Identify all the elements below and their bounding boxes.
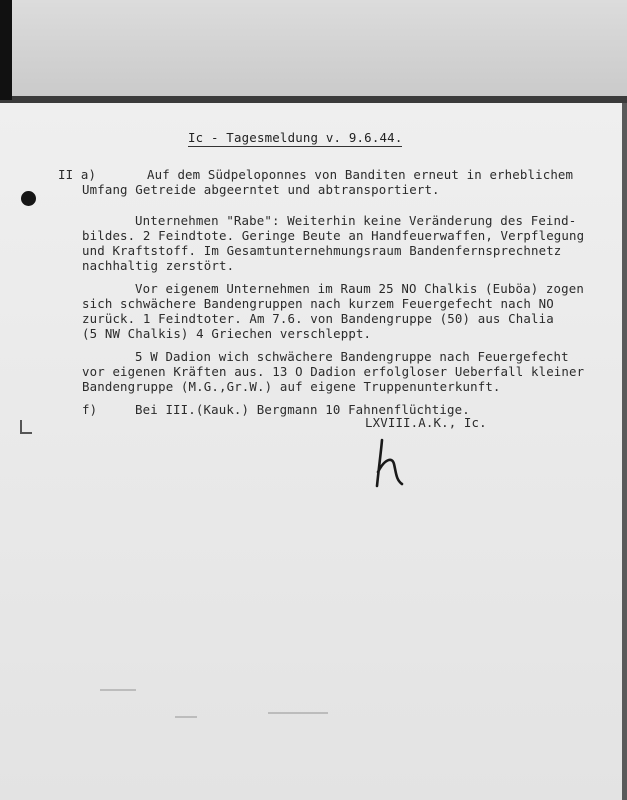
scan-scuff <box>268 712 328 714</box>
scan-scuff <box>175 716 197 718</box>
paragraph-3-line-2: sich schwächere Bandengruppen nach kurzem Feuergefecht nach NO <box>82 296 554 311</box>
paragraph-2-line-3: und Kraftstoff. Im Gesamtunternehmungsraum Bandenfernsprechnetz <box>82 243 562 258</box>
paragraph-2-line-2: bildes. 2 Feindtote. Geringe Beute an Handfeuerwaffen, Verpflegung <box>82 228 585 243</box>
paragraph-1-line-1: Auf dem Südpeloponnes von Banditen erneut in erheblichem <box>147 167 574 182</box>
handwritten-signature <box>372 438 414 490</box>
margin-mark <box>20 420 32 434</box>
paragraph-4-line-1: 5 W Dadion wich schwächere Bandengruppe nach Feuergefecht <box>135 349 569 364</box>
document-page <box>0 103 622 800</box>
sender-line: LXVIII.A.K., Ic. <box>365 415 487 430</box>
section-a-label: II a) <box>58 167 97 182</box>
paragraph-1-line-2: Umfang Getreide abgeerntet und abtransportiert. <box>82 182 440 197</box>
paragraph-4-line-2: vor eigenen Kräften aus. 13 O Dadion erfolgloser Ueberfall kleiner <box>82 364 585 379</box>
scan-left-mark <box>0 0 12 100</box>
scan-top-band <box>0 0 627 103</box>
paragraph-2-line-1: Unternehmen "Rabe": Weiterhin keine Veränderung des Feind- <box>135 213 577 228</box>
paragraph-3-line-4: (5 NW Chalkis) 4 Griechen verschleppt. <box>82 326 372 341</box>
document-title: Ic - Tagesmeldung v. 9.6.44. <box>188 130 403 145</box>
paragraph-3-line-3: zurück. 1 Feindtoter. Am 7.6. von Bandengruppe (50) aus Chalia <box>82 311 554 326</box>
section-f-label: f) <box>82 402 98 417</box>
page-edge <box>622 103 627 800</box>
section-f-text: Bei III.(Kauk.) Bergmann 10 Fahnenflüchtige. <box>135 402 470 417</box>
paragraph-2-line-4: nachhaltig zerstört. <box>82 258 235 273</box>
punch-hole <box>21 191 36 206</box>
paragraph-3-line-1: Vor eigenem Unternehmen im Raum 25 NO Chalkis (Euböa) zogen <box>135 281 584 296</box>
paragraph-4-line-3: Bandengruppe (M.G.,Gr.W.) auf eigene Truppenunterkunft. <box>82 379 501 394</box>
scan-scuff <box>100 689 136 691</box>
